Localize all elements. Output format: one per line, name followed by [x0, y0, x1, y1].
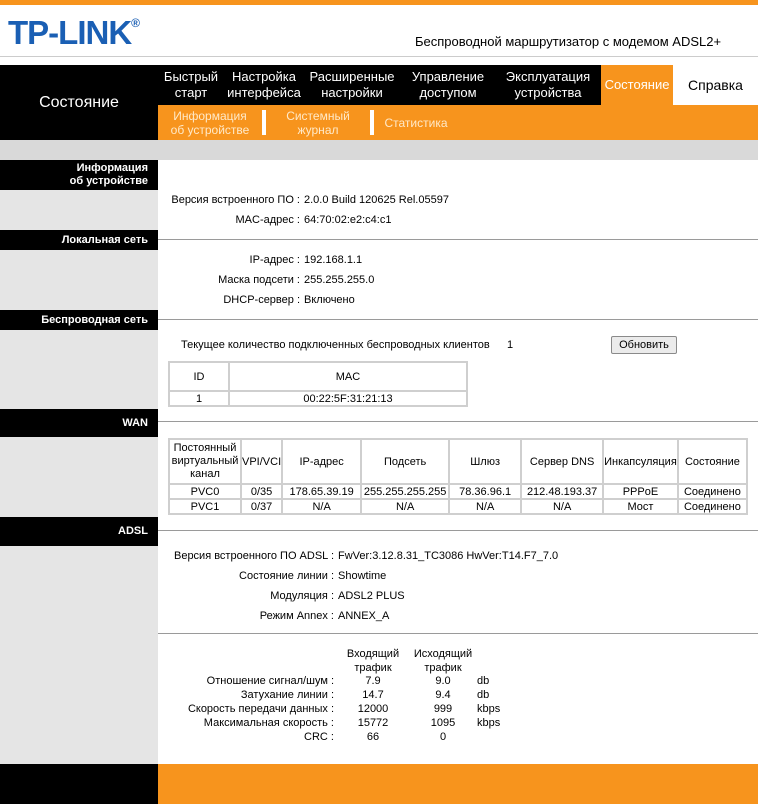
wireless-clients-count: 1: [507, 339, 514, 351]
wan-cell: 0/35: [241, 484, 282, 499]
wan-table: [168, 438, 748, 515]
attenuation-label: Затухание линии :: [240, 689, 334, 701]
stats-header-downstream: Входящий трафик: [346, 648, 400, 674]
table-row: [169, 391, 467, 406]
table-row: [169, 484, 747, 499]
refresh-button[interactable]: Обновить: [611, 336, 677, 354]
annex-label: Режим Annex :: [259, 610, 334, 622]
section-divider: [158, 530, 758, 531]
lan-ip-label: IP-адрес :: [249, 254, 300, 266]
wan-cell: Соединено: [678, 484, 747, 499]
lan-mask-label: Маска подсети :: [218, 274, 300, 286]
footer-left: [0, 764, 158, 804]
menu-access-management[interactable]: Управление доступом: [411, 69, 485, 100]
submenu-statistics[interactable]: Статистика: [384, 116, 448, 130]
submenu-device-info[interactable]: Информация об устройстве: [170, 109, 250, 137]
sidebar-bg: [0, 330, 158, 409]
client-id: 1: [169, 391, 229, 406]
wan-cell: 78.36.96.1: [449, 484, 521, 499]
wan-cell: N/A: [361, 499, 449, 514]
line-state-label: Состояние линии :: [239, 570, 334, 582]
crc-down: 66: [366, 731, 380, 743]
section-divider: [158, 421, 758, 422]
stats-header-upstream: Исходящий трафик: [413, 648, 473, 674]
sub-menu: [158, 105, 758, 140]
attenuation-unit: db: [477, 689, 490, 701]
wan-header-gateway: Шлюз: [449, 439, 521, 484]
modulation-label: Модуляция :: [270, 590, 334, 602]
wan-cell: N/A: [449, 499, 521, 514]
tp-link-logo: TP-LINK®: [8, 14, 140, 51]
header-gray-strip: [0, 140, 758, 160]
wan-cell: PVC0: [169, 484, 241, 499]
submenu-divider: [262, 110, 266, 135]
snr-unit: db: [477, 675, 490, 687]
section-divider: [158, 319, 758, 320]
wan-header-vpi: VPI/VCI: [241, 439, 282, 484]
wan-cell: N/A: [282, 499, 361, 514]
table-row: [169, 499, 747, 514]
footer-bar: [158, 764, 758, 804]
adsl-firmware-label: Версия встроенного ПО ADSL :: [173, 550, 334, 562]
mac-label: MAC-адрес :: [235, 214, 300, 226]
wan-cell: 255.255.255.255: [361, 484, 449, 499]
menu-interface-setup[interactable]: Настройка интерфейса: [227, 69, 301, 100]
crc-label: CRC :: [304, 731, 334, 743]
modulation-value: ADSL2 PLUS: [338, 590, 405, 602]
max-rate-unit: kbps: [477, 717, 501, 729]
dhcp-label: DHCP-сервер :: [223, 294, 300, 306]
mac-value: 64:70:02:e2:c4:c1: [304, 214, 392, 226]
annex-value: ANNEX_A: [338, 610, 390, 622]
attenuation-down: 14.7: [362, 689, 384, 701]
dhcp-value: Включено: [304, 294, 355, 306]
crc-up: 0: [439, 731, 447, 743]
lan-mask-value: 255.255.255.0: [304, 274, 375, 286]
snr-down: 7.9: [365, 675, 381, 687]
section-title-lan: Локальная сеть: [0, 230, 158, 250]
header-divider: [0, 56, 758, 57]
menu-quick-start[interactable]: Быстрый старт: [163, 69, 219, 100]
section-title-wan: WAN: [0, 409, 158, 437]
wan-header-pvc: Постоянный виртуальный канал: [169, 439, 241, 484]
wan-cell: N/A: [521, 499, 603, 514]
section-title-device-info: Информация об устройстве: [0, 160, 158, 190]
sidebar-bg: [0, 190, 158, 230]
wan-cell: Соединено: [678, 499, 747, 514]
max-rate-down: 15772: [357, 717, 389, 729]
section-divider: [158, 239, 758, 240]
table-header-mac: MAC: [229, 362, 467, 391]
wan-header-dns: Сервер DNS: [521, 439, 603, 484]
snr-up: 9.0: [435, 675, 451, 687]
wan-cell: 0/37: [241, 499, 282, 514]
wan-header-state: Состояние: [678, 439, 747, 484]
data-rate-up: 999: [433, 703, 453, 715]
line-state-value: Showtime: [338, 570, 387, 582]
max-rate-label: Максимальная скорость :: [203, 717, 334, 729]
snr-label: Отношение сигнал/шум :: [206, 675, 334, 687]
wan-cell: Мост: [603, 499, 678, 514]
wan-header-mask: Подсеть: [361, 439, 449, 484]
wan-header-encap: Инкапсуляция: [603, 439, 678, 484]
table-header-id: ID: [169, 362, 229, 391]
data-rate-label: Скорость передачи данных :: [187, 703, 334, 715]
menu-advanced-setup[interactable]: Расширенные настройки: [309, 69, 395, 100]
current-section-title: Состояние: [0, 65, 158, 140]
submenu-divider: [370, 110, 374, 135]
wan-cell: PPPoE: [603, 484, 678, 499]
data-rate-unit: kbps: [477, 703, 501, 715]
max-rate-up: 1095: [430, 717, 456, 729]
menu-maintenance[interactable]: Эксплуатация устройства: [505, 69, 591, 100]
wan-cell: PVC1: [169, 499, 241, 514]
wan-cell: 212.48.193.37: [521, 484, 603, 499]
sidebar-bg: [0, 437, 158, 517]
section-title-adsl: ADSL: [0, 517, 158, 546]
wan-cell: 178.65.39.19: [282, 484, 361, 499]
section-divider: [158, 633, 758, 634]
wireless-clients-table: [168, 361, 468, 407]
submenu-system-log[interactable]: Системный журнал: [286, 109, 350, 137]
attenuation-up: 9.4: [435, 689, 451, 701]
top-accent-bar: [0, 0, 758, 5]
section-title-wireless: Беспроводная сеть: [0, 310, 158, 330]
firmware-value: 2.0.0 Build 120625 Rel.05597: [304, 194, 449, 206]
main-menu: [158, 65, 758, 105]
data-rate-down: 12000: [357, 703, 389, 715]
sidebar-bg: [0, 250, 158, 310]
wan-header-ip: IP-адрес: [282, 439, 361, 484]
client-mac: 00:22:5F:31:21:13: [229, 391, 467, 406]
lan-ip-value: 192.168.1.1: [304, 254, 363, 266]
product-subtitle: Беспроводной маршрутизатор с модемом ADSL2+: [415, 34, 722, 49]
menu-help[interactable]: Справка: [673, 65, 758, 105]
menu-status[interactable]: Состояние: [601, 65, 673, 105]
firmware-label: Версия встроенного ПО :: [171, 194, 300, 206]
adsl-firmware-value: FwVer:3.12.8.31_TC3086 HwVer:T14.F7_7.0: [338, 550, 559, 562]
wireless-clients-label: Текущее количество подключенных беспроводных клиентов: [181, 339, 490, 351]
